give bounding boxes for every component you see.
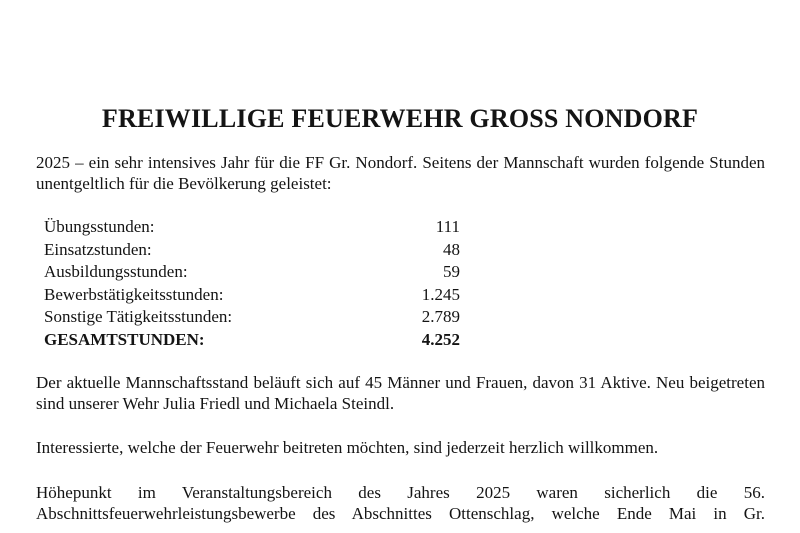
hours-value: 111 — [435, 217, 460, 236]
hours-value: 48 — [443, 239, 460, 259]
table-row — [44, 216, 460, 239]
hours-value: 59 — [443, 262, 460, 281]
table-row-total — [44, 329, 460, 352]
hours-value: 2.789 — [421, 307, 460, 326]
table-row — [44, 261, 460, 284]
paragraph-membership: Der aktuelle Mannschaftsstand beläuft sich auf 45 Männer und Frauen, davon 31 Aktive. Neu beigetreten sind unserer Wehr Julia Friedl und Michaela Steindl. — [36, 373, 765, 413]
hours-value: 4.252 — [421, 329, 460, 349]
table-row — [44, 284, 460, 307]
table-row — [44, 239, 460, 262]
hours-label: Sonstige Tätigkeitsstunden: — [44, 307, 233, 326]
hours-value: 1.245 — [421, 284, 460, 304]
paragraph-highlight: Höhepunkt im Veranstaltungsbereich des Jahres 2025 waren sicherlich die 56. Abschnittsfeuerwehrleistungsbewerbe des Abschnittes Ottenschlag, welche Ende Mai in Gr. — [36, 483, 765, 523]
table-row — [44, 306, 460, 329]
paragraph-intro: 2025 – ein sehr intensives Jahr für die FF Gr. Nondorf. Seitens der Mannschaft wurden folgende Stunden unentgeltlich für die Bevölkerung geleistet: — [36, 153, 765, 193]
hours-label: Einsatzstunden: — [44, 239, 152, 259]
hours-table — [44, 216, 460, 351]
hours-label: Ausbildungsstunden: — [44, 262, 188, 281]
document-title: FREIWILLIGE FEUERWEHR GROSS NONDORF — [101, 104, 699, 133]
hours-label: Übungsstunden: — [44, 217, 155, 236]
hours-label: Bewerbstätigkeitsstunden: — [44, 284, 224, 304]
paragraph-welcome: Interessierte, welche der Feuerwehr beitreten möchten, sind jederzeit herzlich willkommen. — [36, 438, 659, 457]
hours-label: GESAMTSTUNDEN: — [44, 329, 205, 349]
